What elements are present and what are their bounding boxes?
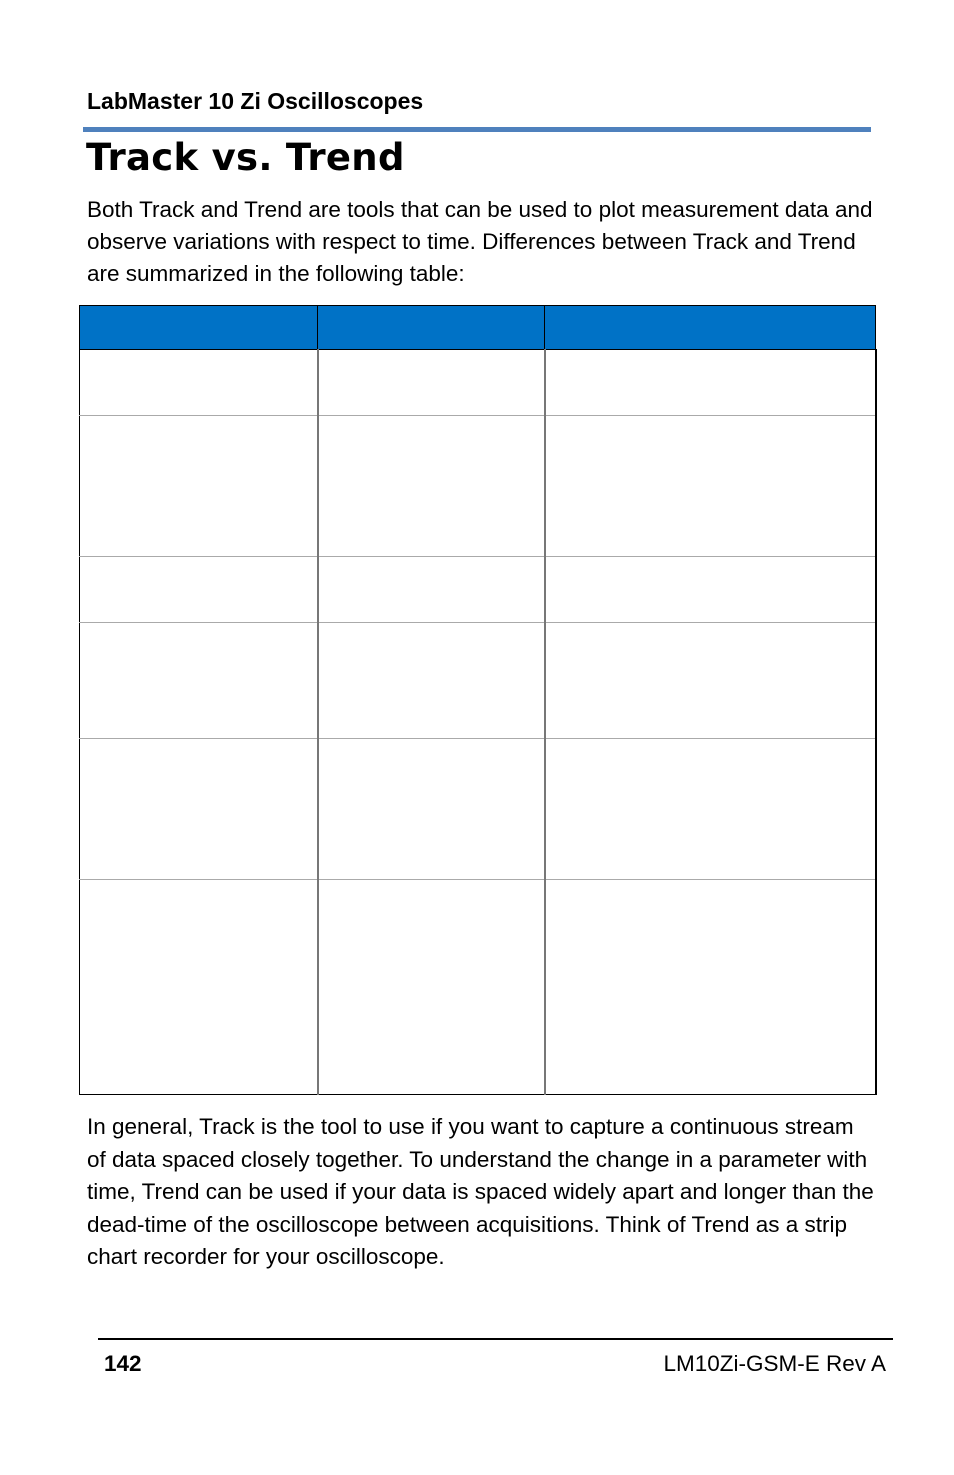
- section-title: Track vs. Trend: [86, 136, 405, 179]
- table-cell: [318, 880, 545, 1095]
- table-cell: [545, 739, 876, 880]
- table-cell: [545, 623, 876, 739]
- table-cell: [80, 350, 318, 416]
- table-cell: [80, 739, 318, 880]
- table-cell: [545, 557, 876, 623]
- table-cell: [318, 416, 545, 557]
- table-header-cell: [318, 306, 545, 350]
- table-cell: [318, 739, 545, 880]
- table-cell: [545, 880, 876, 1095]
- header-rule: [83, 127, 871, 132]
- table-cell: [80, 416, 318, 557]
- table-cell: [80, 880, 318, 1095]
- table-cell: [318, 623, 545, 739]
- table-row: [80, 623, 876, 739]
- summary-paragraph: In general, Track is the tool to use if you want to capture a continuous stream of data spaced closely together. To understand the change in a parameter with time, Trend can be used if your data is spaced widely apart and longer than the dead-time of the oscilloscope between acquisitions. Think of Trend as a strip chart recorder for your oscilloscope.: [87, 1114, 874, 1269]
- table-cell: [318, 350, 545, 416]
- table-cell: [318, 557, 545, 623]
- table-header-cell: [80, 306, 318, 350]
- table-header-row: [80, 306, 876, 350]
- table-row: [80, 416, 876, 557]
- table-row: [80, 739, 876, 880]
- table-cell: [545, 416, 876, 557]
- document-id: LM10Zi-GSM-E Rev A: [663, 1351, 886, 1376]
- page-number: 142: [104, 1351, 142, 1376]
- intro-paragraph: Both Track and Trend are tools that can be used to plot measurement data and observe variations with respect to time. Differences between Track and Trend are summarized in the following table:: [87, 197, 873, 286]
- table-row: [80, 350, 876, 416]
- table-cell: [80, 623, 318, 739]
- table-header-cell: [545, 306, 876, 350]
- table-row: [80, 557, 876, 623]
- table-cell: [80, 557, 318, 623]
- footer-rule: [98, 1338, 893, 1340]
- comparison-table: [79, 305, 877, 1095]
- table-row: [80, 880, 876, 1095]
- running-header: LabMaster 10 Zi Oscilloscopes: [87, 88, 424, 114]
- table-cell: [545, 350, 876, 416]
